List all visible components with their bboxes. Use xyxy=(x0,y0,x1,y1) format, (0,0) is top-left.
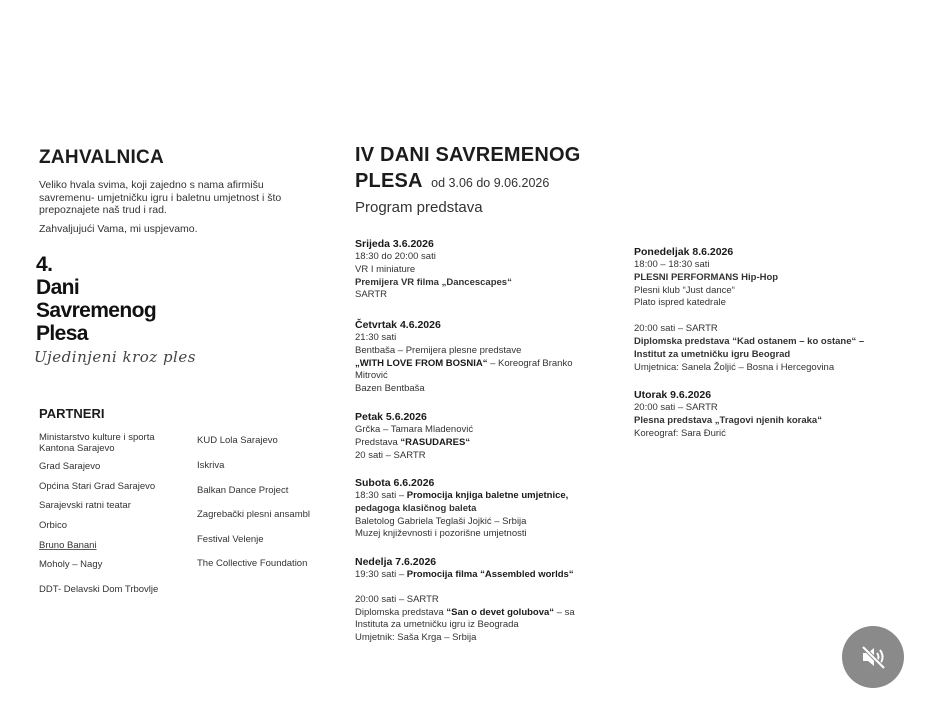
logo-line-1: 4. xyxy=(36,253,53,276)
festival-logo xyxy=(36,253,156,345)
partners-title: PARTNERI xyxy=(39,406,105,421)
partner-8: DDT- Delavski Dom Trbovlje xyxy=(39,584,159,595)
partner-13: Festival Velenje xyxy=(197,534,264,545)
partner-4: Sarajevski ratni teatar xyxy=(39,500,131,511)
logo-line-2: Dani xyxy=(36,276,80,299)
schedule-day-3: Petak 5.6.2026 Grčka – Tamara Mladenović Predstava “RASUDARES“ 20 sati – SARTR xyxy=(355,411,474,461)
partner-14: The Collective Foundation xyxy=(197,558,308,569)
schedule-day-7: Utorak 9.6.2026 20:00 sati – SARTR Plesna predstava „Tragovi njenih koraka“ Koreograf: Sara Đurić xyxy=(634,389,822,439)
logo-tagline: Ujedinjeni kroz ples xyxy=(34,348,196,366)
schedule-day-1: Srijeda 3.6.2026 18:30 do 20:00 sati VR I miniature Premijera VR filma „Dancescapes“ SARTR xyxy=(355,238,512,301)
partner-3: Općina Stari Grad Sarajevo xyxy=(39,481,156,492)
partner-1: Ministarstvo kulture i sporta Kantona Sarajevo xyxy=(39,432,155,454)
schedule-day-4: Subota 6.6.2026 18:30 sati – Promocija knjiga baletne umjetnice, pedagoga klasičnog baleta Baletolog Gabriela Teglaši Jojkić – Srbija Muzej književnosti i pozorišne umjetnosti xyxy=(355,477,569,540)
partner-7: Moholy – Nagy xyxy=(39,559,103,570)
program-title-line-1: IV DANI SAVREMENOG xyxy=(355,144,581,166)
thanks-closing: Zahvaljujući Vama, mi uspjevamo. xyxy=(39,223,198,235)
schedule-day-6: Ponedeljak 8.6.2026 18:00 – 18:30 sati PLESNI PERFORMANS Hip-Hop Plesni klub “Just dance“ Plato ispred katedrale 20:00 sati – SARTR Diplomska predstava “Kad ostanem – ko ostane“ – Institut za umetničku igru Beograd Umjetnica: Sanela Žoljić – Bosna i Hercegovina xyxy=(634,246,865,373)
thanks-title: ZAHVALNICA xyxy=(39,147,165,168)
partner-9: KUD Lola Sarajevo xyxy=(197,435,278,446)
program-title-line-2: PLESA od 3.06 do 9.06.2026 xyxy=(355,170,550,192)
partner-6: Bruno Banani xyxy=(39,540,97,551)
partner-5: Orbico xyxy=(39,520,67,531)
schedule-day-5: Nedelja 7.6.2026 19:30 sati – Promocija filma “Assembled worlds“ 20:00 sati – SARTR Diplomska predstava “San o devet golubova“ – sa Instituta za umetničku igru iz Beograda Umjetnik: Saša Krga – Srbija xyxy=(355,556,575,644)
muted-speaker-icon xyxy=(858,642,888,672)
partner-10: Iskriva xyxy=(197,460,225,471)
partner-11: Balkan Dance Project xyxy=(197,485,289,496)
logo-line-3: Savremenog xyxy=(36,299,157,322)
partner-2: Grad Sarajevo xyxy=(39,461,101,472)
schedule-day-2: Četvrtak 4.6.2026 21:30 sati Bentbaša – Premijera plesne predstave „WITH LOVE FROM BOSNIA“ – Koreograf Branko Mitrović Bazen Bentbaša xyxy=(355,319,573,395)
logo-line-4: Plesa xyxy=(36,322,88,345)
program-subtitle: Program predstava xyxy=(355,199,483,216)
thanks-text: Veliko hvala svima, koji zajedno s nama afirmišu savremenu- umjetničku igru i baletnu umjetnost i što prepoznajete naš trud i rad. xyxy=(39,179,282,216)
partner-12: Zagrebački plesni ansambl xyxy=(197,509,311,520)
unmute-button[interactable] xyxy=(842,626,904,688)
program-dates: od 3.06 do 9.06.2026 xyxy=(431,176,550,190)
